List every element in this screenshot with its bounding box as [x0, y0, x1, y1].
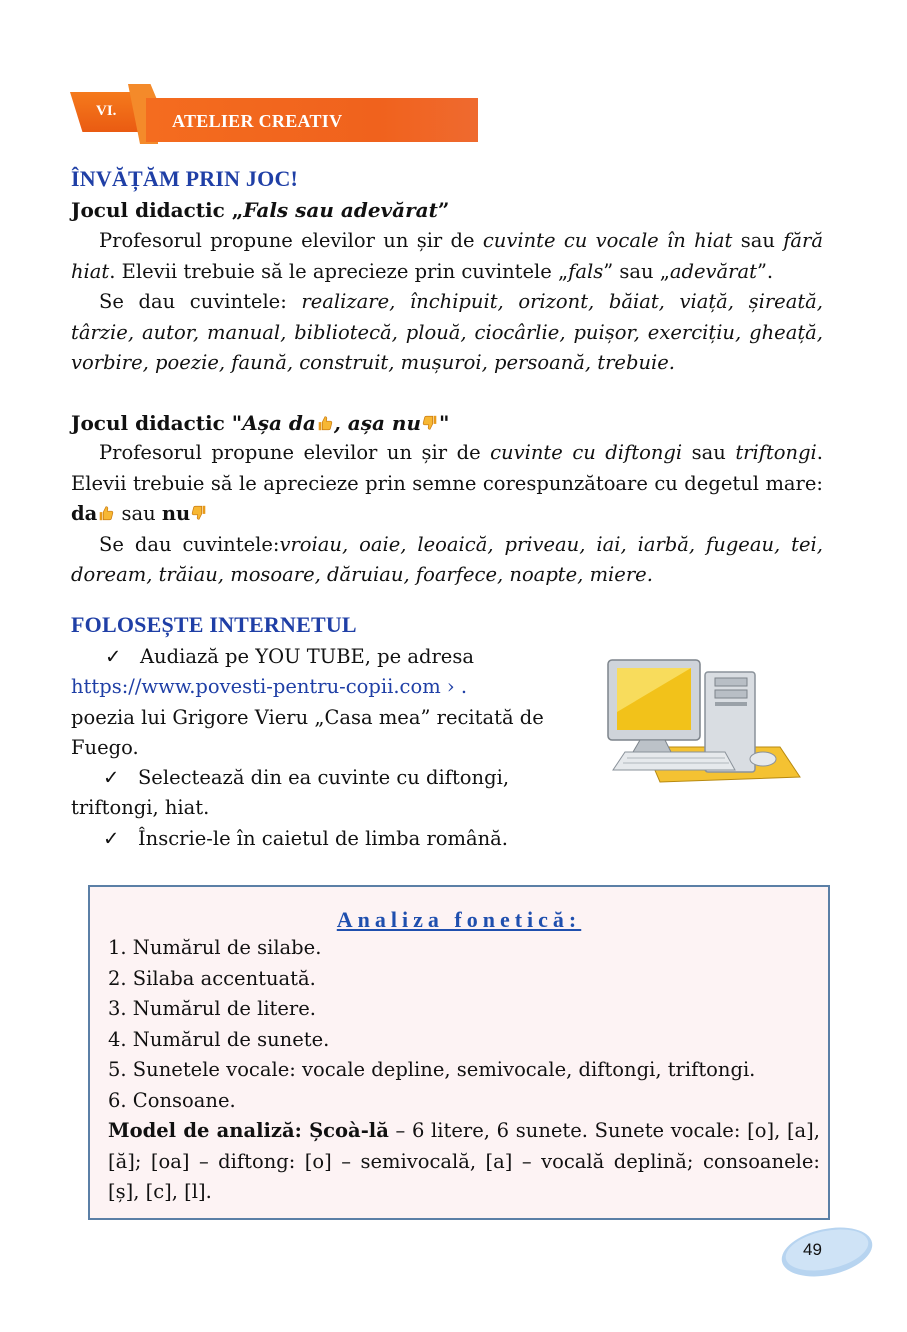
list-item: 6. Consoane.	[108, 1088, 236, 1112]
chapter-title: ATELIER CREATIV	[172, 111, 343, 131]
analysis-box-title: Analiza fonetică:	[336, 907, 582, 932]
game1-paragraph-2: Se dau cuvintele: realizare, închipuit, orizont, băiat, viață, șireată, târzie, autor, manual, bibliotecă, plouă, ciocârlie, puișor, exercițiu, gheață, vorbire, poezie, faună, construit, mușuroi, persoană, trebuie.	[71, 290, 823, 374]
game2-paragraph-2: Se dau cuvintele:vroiau, oaie, leoaică, priveau, iai, iarbă, fugeau, tei, doream, trăiau, mosoare, dăruiau, foarfece, noapte, miere.	[71, 532, 823, 586]
model-analysis: Model de analiză: Școà-lă – 6 litere, 6 sunete. Sunete vocale: [o], [a], [ă]; [oa] – diftong: [o] – semivocală, [a] – vocală deplină; consoanele: [ș], [c], [l].	[108, 1119, 820, 1203]
checklist-item-1-end: Fuego.	[71, 736, 139, 759]
analysis-list	[108, 933, 820, 1208]
page-number: 49	[803, 1240, 822, 1259]
check-icon: ✓	[105, 645, 122, 668]
checklist-item-1-continued: poezia lui Grigore Vieru „Casa mea” recitată de	[71, 706, 544, 729]
game1-paragraph-1: Profesorul propune elevilor un șir de cuvinte cu vocale în hiat sau fără hiat. Elevii trebuie să le aprecieze prin cuvintele „fals” sau „adevărat”.	[71, 229, 823, 283]
section-heading-learn: ÎNVĂȚĂM PRIN JOC!	[71, 166, 299, 191]
list-item: 5. Sunetele vocale: vocale depline, semivocale, diftongi, triftongi.	[108, 1058, 756, 1081]
check-icon: ✓	[103, 827, 120, 850]
list-item: 3. Numărul de litere.	[108, 997, 316, 1020]
computer-illustration	[605, 652, 805, 797]
game1-body	[71, 226, 823, 379]
check-icon: ✓	[103, 766, 120, 789]
thumbs-up-icon	[97, 504, 115, 522]
chapter-number: VI.	[96, 103, 117, 119]
page-number-bubble	[775, 1222, 875, 1282]
video-link[interactable]: https://www.povesti-pentru-copii.com › .	[71, 675, 468, 698]
game2-paragraph-1: Profesorul propune elevilor un șir de cuvinte cu diftongi sau triftongi. Elevii trebuie să le aprecieze prin semne corespunzătoare cu degetul mare: da sau nu	[71, 441, 823, 525]
chapter-banner	[70, 84, 480, 144]
page-number-badge	[775, 1222, 875, 1282]
thumbs-down-icon	[190, 504, 208, 522]
list-item: 1. Numărul de silabe.	[108, 936, 322, 959]
list-item: 2. Silaba accentuată.	[108, 966, 316, 990]
phonetic-analysis-box	[88, 885, 830, 1220]
checklist-item-3: ✓ Înscrie-le în caietul de limba română.	[103, 827, 509, 850]
game2-body	[71, 438, 823, 591]
checklist-item-1: ✓ Audiază pe YOU TUBE, pe adresa	[105, 645, 474, 668]
checklist-item-2-continued: triftongi, hiat.	[71, 796, 210, 819]
game2-title: Jocul didactic "Așa da , așa nu "	[71, 411, 450, 435]
game1-title: Jocul didactic „Fals sau adevărat”	[71, 198, 450, 222]
thumbs-down-icon	[421, 414, 439, 432]
section-heading-internet: FOLOSEȘTE INTERNETUL	[71, 612, 357, 637]
list-item: 4. Numărul de sunete.	[108, 1027, 330, 1051]
thumbs-up-icon	[316, 414, 334, 432]
checklist-item-2: ✓ Selectează din ea cuvinte cu diftongi,	[103, 766, 510, 789]
